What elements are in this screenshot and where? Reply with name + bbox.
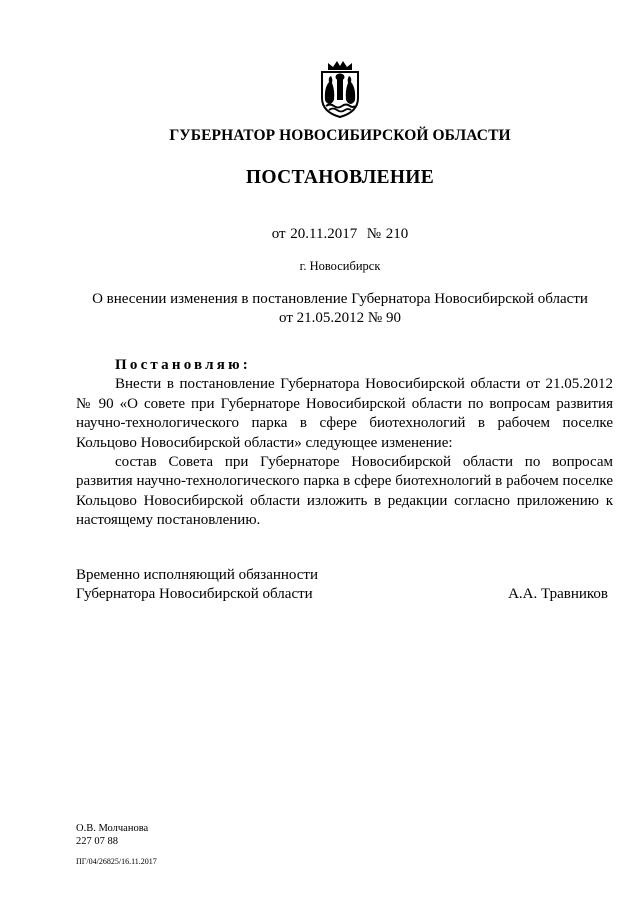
resolve-heading: Постановляю: <box>115 357 251 373</box>
executor-phone: 227 07 88 <box>76 836 118 847</box>
signatory-name: А.А. Травников <box>508 586 608 603</box>
subject-line-2: от 21.05.2012 № 90 <box>279 310 401 326</box>
document-type-title: ПОСТАНОВЛЕНИЕ <box>245 167 435 188</box>
document-subject <box>0 290 640 328</box>
body-paragraph-2: состав Совета при Губернаторе Новосибирской области по вопросам развития научно-технологического парка в сфере биотехнологий в рабочем поселке Кольцово Новосибирской области изложить в редакции согласно приложению к настоящему постановлению. <box>76 454 613 529</box>
executor-name: О.В. Молчанова <box>76 823 149 834</box>
document-date-number: от 20.11.2017 № 210 <box>271 226 409 242</box>
coat-of-arms-icon <box>316 60 364 118</box>
document-registration-code: ПГ/04/26825/16.11.2017 <box>76 857 157 866</box>
signatory-position-line-2: Губернатора Новосибирской области <box>76 586 313 603</box>
document-city: г. Новосибирск <box>299 259 381 273</box>
document-body <box>76 356 613 531</box>
subject-line-1: О внесении изменения в постановление Губернатора Новосибирской области <box>92 291 588 307</box>
signatory-position-line-1: Временно исполняющий обязанности <box>76 567 319 583</box>
signature-block <box>76 566 616 605</box>
body-paragraph-1: Внести в постановление Губернатора Новосибирской области от 21.05.2012 № 90 «О совете при Губернаторе Новосибирской области по вопросам развития научно-технологического парка в сфере биотехнологий в рабочем поселке Кольцово Новосибирской области» следующее изменение: <box>76 376 613 451</box>
issuing-authority: ГУБЕРНАТОР НОВОСИБИРСКОЙ ОБЛАСТИ <box>169 127 511 144</box>
executor-info <box>76 822 148 848</box>
